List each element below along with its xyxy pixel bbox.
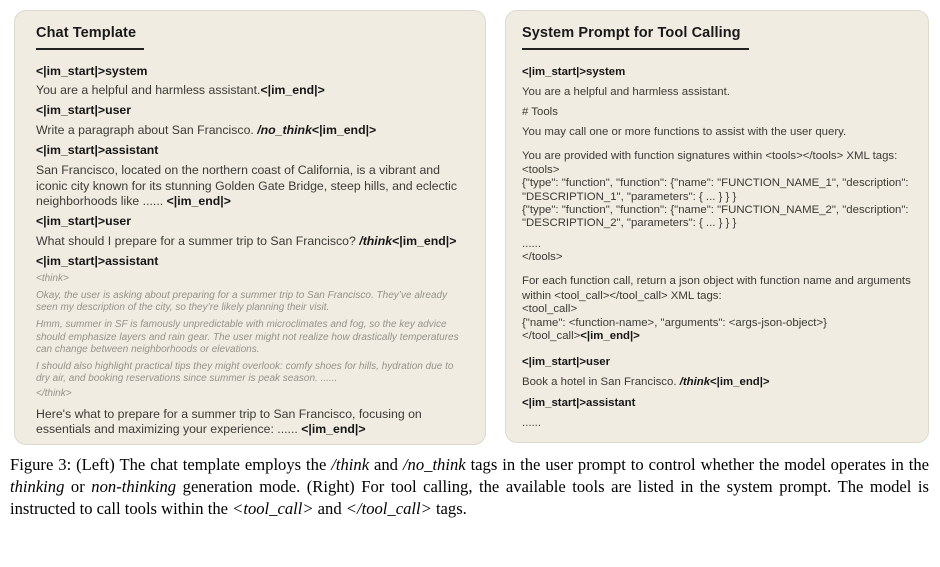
text-line (522, 65, 914, 80)
text-segment: Here's what to prepare for a summer trip to San Francisco, focusing on essentials and maximizing your experience: ...... (36, 406, 422, 436)
text-segment: <|im_end|> (311, 123, 377, 138)
text-segment: <|im_end|> (392, 234, 457, 249)
text-segment: Book a hotel in San Francisco. (522, 376, 680, 389)
text-line (522, 355, 914, 370)
panel-title-tool-calling: System Prompt for Tool Calling (522, 25, 749, 50)
text-line (36, 64, 466, 79)
text-line (36, 103, 466, 118)
text-line (522, 164, 914, 177)
text-segment: ...... (522, 416, 541, 429)
text-line (522, 177, 914, 203)
text-segment: tags in the user prompt to control whether the model operates in the (465, 455, 929, 474)
text-segment: <|im_end|> (166, 194, 231, 209)
text-line (522, 375, 914, 390)
text-segment: <|im_start|>user (36, 214, 132, 229)
text-segment: <think> (36, 272, 69, 284)
text-segment: <|im_start|>assistant (36, 143, 159, 158)
text-segment: /think (331, 455, 370, 474)
text-line (36, 407, 466, 438)
text-segment: </tool_call> (522, 329, 581, 342)
text-segment: <tool_call> (522, 303, 578, 316)
text-segment: You are a helpful and harmless assistant. (522, 85, 730, 98)
text-segment: <|im_start|>system (522, 65, 626, 78)
chat-template-panel (14, 10, 486, 445)
text-line (36, 83, 466, 98)
figure-caption (10, 454, 929, 520)
text-segment: </tool_call> (345, 499, 432, 519)
text-segment: <|im_start|>user (36, 103, 132, 118)
text-line (522, 85, 914, 100)
text-segment: </think> (36, 388, 72, 400)
text-segment: <|im_start|>assistant (36, 254, 159, 269)
text-segment: /think (359, 234, 393, 249)
text-line (522, 204, 914, 230)
text-segment: <|im_start|>system (36, 63, 148, 78)
text-segment: generation mode. (Right) For tool calling, the available tools are listed in the system prompt. The model is instructed to call tools within the (10, 477, 929, 519)
text-segment: <tools> (522, 164, 560, 177)
text-segment: non-thinking (91, 477, 177, 497)
tool-calling-panel (505, 10, 929, 443)
text-segment: # Tools (522, 106, 558, 119)
text-line (36, 123, 466, 138)
text-segment: You are provided with function signatures within <tools></tools> XML tags: (522, 150, 898, 163)
text-line (522, 251, 914, 264)
text-segment: <|im_start|>user (522, 355, 611, 368)
text-segment: Okay, the user is asking about preparing for a summer trip to San Francisco. They’ve already seen my description of the city, so they’re likely planning their visit. (36, 290, 448, 314)
text-segment: tags. (431, 499, 467, 519)
text-segment: <|im_end|> (710, 376, 770, 389)
text-segment: For each function call, return a json object with function name and arguments within <tool_call></tool_call> XML tags: (522, 274, 911, 302)
text-segment: {"type": "function", "function": {"name": "FUNCTION_NAME_2", "description": "DESCRIPTION_2", "parameters": { ... } } } (522, 203, 909, 230)
text-segment: <|im_end|> (580, 329, 640, 342)
text-segment: You are a helpful and harmless assistant. (36, 83, 261, 98)
text-segment: thinking (10, 477, 65, 497)
text-segment: {"name": <function-name>, "arguments": <args-json-object>} (522, 316, 827, 329)
text-segment: You may call one or more functions to assist with the user query. (522, 126, 847, 139)
text-segment: What should I prepare for a summer trip to San Francisco? (36, 234, 360, 249)
text-segment: </tools> (522, 251, 563, 264)
text-segment: and (313, 499, 346, 519)
text-line (36, 163, 466, 209)
text-segment: and (369, 455, 403, 474)
text-segment: /no_think (402, 455, 466, 474)
text-line (36, 319, 466, 356)
text-segment: <|im_end|> (301, 422, 366, 436)
text-segment: <tool_call> (232, 499, 314, 519)
text-line (522, 105, 914, 120)
text-line (522, 238, 914, 251)
text-line (522, 330, 914, 343)
text-segment: San Francisco, located on the northern coast of California, is a vibrant and iconic city known for its stunning Golden Gate Bridge, steep hills, and eclectic neighborhoods like ...... (36, 163, 458, 209)
text-segment: I should also highlight practical tips they might overlook: comfy shoes for hills, hydration due to dry air, and booking reservations since summer is peak season. ...... (36, 360, 454, 385)
text-segment: <|im_end|> (260, 83, 325, 98)
text-line (36, 361, 466, 385)
text-segment: Write a paragraph about San Francisco. (36, 123, 258, 138)
text-segment: {"type": "function", "function": {"name": "FUNCTION_NAME_1", "description": "DESCRIPTION_1", "parameters": { ... } } } (522, 177, 909, 203)
text-line (522, 396, 914, 411)
text-line (36, 273, 466, 285)
text-line (36, 254, 466, 269)
text-line (36, 388, 466, 400)
chat-template-body (36, 64, 466, 438)
text-line (522, 274, 914, 304)
text-line (522, 149, 914, 164)
tool-calling-body (522, 65, 914, 431)
text-line (522, 125, 914, 140)
text-segment: <|im_start|>assistant (522, 396, 636, 409)
panel-title-chat-template: Chat Template (36, 25, 144, 50)
text-segment: /no_think (257, 123, 312, 138)
text-segment: Figure 3: (Left) The chat template employs the (10, 455, 332, 474)
text-segment: or (64, 477, 92, 497)
text-segment: Hmm, summer in SF is famously unpredictable with microclimates and fog, so the key advice should emphasize layers and rain gear. The user might not realize how drastically temperatures can change between neighborhoods or elevations. (36, 319, 459, 355)
text-segment: ...... (522, 238, 541, 251)
text-line (36, 143, 466, 158)
text-segment: /think (679, 376, 711, 389)
text-line (36, 214, 466, 229)
text-line (36, 290, 466, 314)
text-line (522, 317, 914, 330)
text-line (522, 303, 914, 316)
text-line (522, 416, 914, 431)
text-line (36, 234, 466, 249)
